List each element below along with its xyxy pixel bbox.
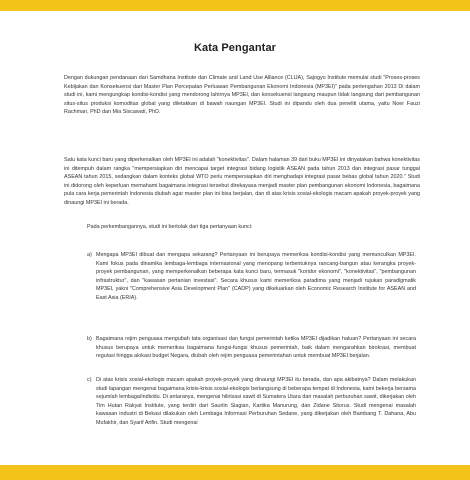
questions-intro: Pada perkembangannya, studi ini bertolak dari tiga pertanyaan kunci: bbox=[87, 224, 253, 230]
list-item-c: Di atas krisis sosial-ekologis macam apakah proyek-proyek yang dinaungi MP3EI itu berada, dan apa akibatnya? Dalam melakukan studi lapangan mengenai bagaimana krisis-krisis sosial-ekologis berlangsung di beberapa tempat di Indonesia, kami bekerja bersama sejumlah lembaga/individu. Di antaranya, mengenai hilirisasi sawit di Sumatera Utara dan masalah perburuhan sawit, dikerjakan oleh Tim Hutan Rakyat Institute, yang terdiri dari Saurlin Siagian, Kartika Manurung, dan Zidane Sitorus. Studi mengenai masalah kawasan industri di Bekasi dilakukan oleh Lembaga Informasi Perburuhan Sedane, yang dikerjakan oleh Bambang T. Dahana, Abu Mufakhir, dan Syarif Arifin. Studi mengenai bbox=[96, 377, 416, 426]
item-marker-b: b) bbox=[87, 336, 92, 342]
list-item-a: Mengapa MP3EI dibuat dan mengapa sekarang? Pertanyaan ini berupaya memeriksa kondisi-kondisi yang memunculkan MP3EI. Kami fokus pada dinamika lembaga-lembaga internasional yang menopang terbentuknya rancang-bangun atau kerangka proyek-proyek pembangunan, yang memperkenalkan beberapa kata kunci baru, termasuk "koridor ekonomi", "konektivitas", "pembangunan infrastruktur", dan "kawasan pertanian investasi". Secara khusus kami memeriksa paradima yang menjadi rujukan paradigmatik MP3EI, yakni "Comprehensive Asia Development Plan" (CADP) yang dikeluarkan oleh Economic Research Institute for ASEAN and East Asia (ERIA). bbox=[96, 252, 416, 301]
list-item-b: Bagaimana rejim penguasa mengubah tata organisasi dan fungsi pemerintah ketika MP3EI dijadikan haluan? Pertanyaan ini secara khusus berupaya untuk memeriksa bagaimana fungsi-fungsi khusus pemerintah, baik dalam mengarahkan birokrasi, membuat regulasi hingga alokasi budget Negara, diubah oleh rejim penguasa pemerintahan untuk membuat MP3EI berjalan. bbox=[96, 336, 416, 359]
bottom-band bbox=[0, 465, 470, 480]
item-marker-c: c) bbox=[87, 377, 92, 383]
paragraph-2: Satu kata kunci baru yang diperkenalkan oleh MP3EI ini adalah "konektivitas". Dalam halaman 39 dari buku MP3EI ini dinyatakan bahwa konektivitas ini ditempuh dalam rangka "mempersiapkan diri mencapai target integrasi bidang logistik ASEAN pada tahun 2013 dan integrasi pasar tunggal ASEAN tahun 2015, sedangkan dalam konteks global WTO perlu mempersiapkan diri menghadapi integrasi pasar bebas global tahun 2020." Studi ini didorong oleh keperluan memahami bagaimana integrasi tersebut direkayasa menjadi master plan pembangunan ekonomi Indonesia, bagaimana pula cara kerja pemerintah Indonesia diubah agar master plan ini bisa berjalan, dan di atas krisis sosial-ekologis macam apakah proyek-proyek yang dinaungi MP3EI ini berada. bbox=[64, 157, 420, 206]
top-band bbox=[0, 0, 470, 11]
item-marker-a: a) bbox=[87, 252, 92, 258]
page-title: Kata Pengantar bbox=[193, 42, 277, 54]
paragraph-1: Dengan dukungan pendanaan dari Samdhana Institute dan Climate and Land Use Alliance (CLUA), Sajogyo Institute memulai studi "Proses-proses Kebijakan dan Konsekuensi dari Master Plan Percepatan Perluasan Pembangunan Ekonomi Indonesia (MP3EI)" pada pertengahan 2013 Di dalam studi ini, kami mengungkap kondisi-kondisi yang mendorong lahirnya MP3EI, dan konsekuensi langsung maupun tidak langsung dari pembangunan situs-situs produksi komoditas global yang diletakkan di bawah naungan MP3EI. Studi ini dipandu oleh dua peneliti utama, yaitu Noer Fauzi Rachman, PhD dan Mia Siscawati, PhD. bbox=[64, 75, 420, 115]
